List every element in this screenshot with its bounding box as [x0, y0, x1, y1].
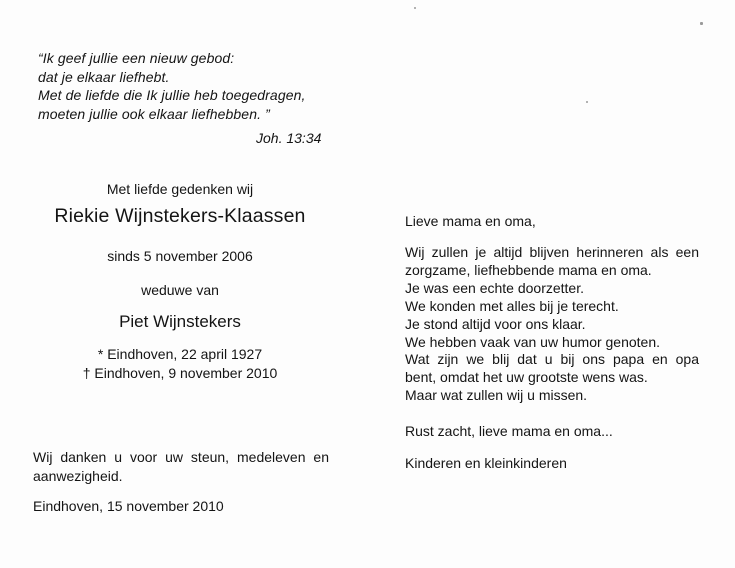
scan-speck	[414, 7, 416, 9]
birth-date: * Eindhoven, 22 april 1927	[97, 346, 263, 362]
scan-speck	[586, 101, 588, 103]
message-closing: Rust zacht, lieve mama en oma...	[405, 423, 613, 440]
deceased-name: Riekie Wijnstekers-Klaassen	[54, 205, 306, 227]
place-and-date: Eindhoven, 15 november 2010	[33, 498, 224, 514]
message-body	[405, 244, 699, 405]
bible-quote	[38, 49, 358, 123]
message-salutation: Lieve mama en oma,	[405, 213, 536, 229]
death-date: † Eindhoven, 9 november 2010	[82, 365, 278, 381]
quote-line: “Ik geef jullie een nieuw gebod:	[38, 50, 235, 66]
scan-speck	[700, 22, 703, 25]
message-line: Je stond altijd voor ons klaar.	[405, 315, 586, 332]
message-line: Je was een echte doorzetter.	[405, 279, 584, 296]
message-line: We hebben vaak van uw humor genoten.	[405, 333, 661, 350]
message-line: bent, omdat het uw grootste wens was.	[405, 369, 648, 386]
quote-line: dat je elkaar liefhebt.	[38, 68, 170, 85]
family-message	[405, 213, 699, 471]
message-line: Wat zijn we blij dat u bij ons papa en opa	[405, 351, 699, 368]
widow-of-label: weduwe van	[141, 282, 219, 298]
message-signature: Kinderen en kleinkinderen	[405, 455, 567, 472]
quote-reference: Joh. 13:34	[256, 130, 322, 146]
message-line: We konden met alles bij je terecht.	[405, 297, 619, 314]
thanks-text: Wij danken u voor uw steun, medeleven en aanwezigheid.	[33, 449, 329, 484]
spouse-name: Piet Wijnstekers	[119, 312, 241, 331]
memorial-intro: Met liefde gedenken wij	[106, 181, 254, 197]
quote-line: moeten jullie ook elkaar liefhebben. ”	[38, 105, 270, 122]
message-line: Wij zullen je altijd blijven herinneren als een	[405, 244, 699, 260]
quote-line: Met de liefde die Ik jullie heb toegedragen,	[38, 87, 306, 103]
message-line: Maar wat zullen wij u missen.	[405, 387, 588, 404]
widowed-since: sinds 5 november 2006	[107, 248, 253, 264]
message-line: zorgzame, liefhebbende mama en oma.	[405, 261, 652, 278]
